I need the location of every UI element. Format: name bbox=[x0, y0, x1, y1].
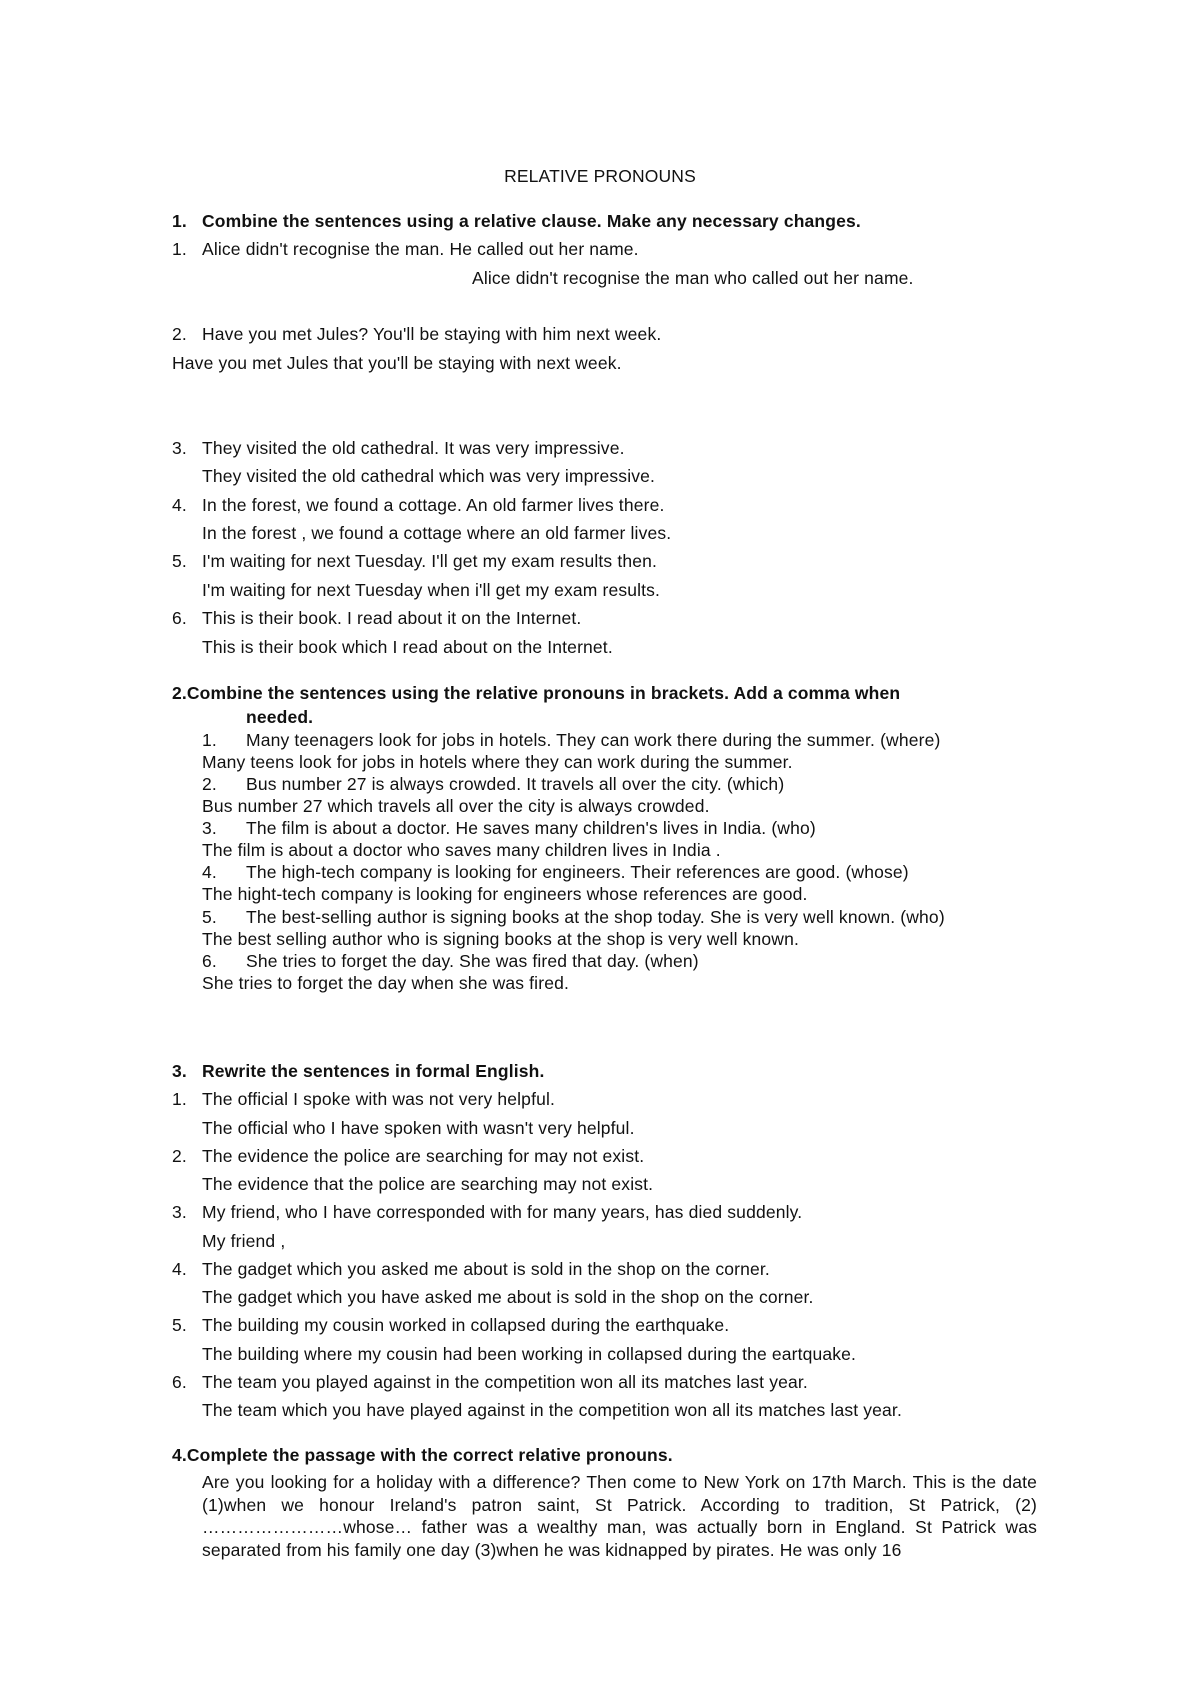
ex4-heading: 4.Complete the passage with the correct relative pronouns. bbox=[172, 1445, 673, 1465]
ex2-item-6-number: 6. bbox=[202, 951, 217, 971]
ex1-item-1-answer: Alice didn't recognise the man who called out her name. bbox=[472, 268, 914, 288]
ex3-item-3-answer: My friend , bbox=[202, 1231, 286, 1251]
ex3-item-1-answer: The official who I have spoken with wasn't very helpful. bbox=[202, 1118, 635, 1138]
ex1-item-4-question: In the forest, we found a cottage. An old farmer lives there. bbox=[202, 495, 665, 515]
ex3-item-1-question: The official I spoke with was not very helpful. bbox=[202, 1089, 556, 1109]
ex3-item-5-answer: The building where my cousin had been working in collapsed during the eartquake. bbox=[202, 1344, 857, 1364]
ex2-item-3-question: The film is about a doctor. He saves many children's lives in India. (who) bbox=[246, 818, 816, 838]
ex2-heading-continued: needed. bbox=[246, 707, 314, 727]
page-title: RELATIVE PRONOUNS bbox=[504, 166, 696, 186]
ex3-item-6-question: The team you played against in the competition won all its matches last year. bbox=[202, 1372, 808, 1392]
ex2-item-1-answer: Many teens look for jobs in hotels where they can work during the summer. bbox=[202, 752, 793, 772]
ex3-item-6-number: 6. bbox=[172, 1372, 187, 1392]
ex3-item-4-number: 4. bbox=[172, 1259, 187, 1279]
ex3-item-2-question: The evidence the police are searching for may not exist. bbox=[202, 1146, 645, 1166]
ex1-item-5-answer: I'm waiting for next Tuesday when i'll get my exam results. bbox=[202, 580, 661, 600]
ex2-item-3-answer: The film is about a doctor who saves many children lives in India . bbox=[202, 840, 721, 860]
ex2-item-5-number: 5. bbox=[202, 907, 217, 927]
ex2-item-4-question: The high-tech company is looking for engineers. Their references are good. (whose) bbox=[246, 862, 909, 882]
ex2-item-5-question: The best-selling author is signing books at the shop today. She is very well known. (who) bbox=[246, 907, 945, 927]
ex3-heading: Rewrite the sentences in formal English. bbox=[202, 1061, 545, 1081]
ex1-item-3-question: They visited the old cathedral. It was very impressive. bbox=[202, 438, 625, 458]
ex1-heading-number: 1. bbox=[172, 211, 187, 231]
ex2-item-3-number: 3. bbox=[202, 818, 217, 838]
ex1-item-1-number: 1. bbox=[172, 239, 187, 259]
ex3-item-4-question: The gadget which you asked me about is sold in the shop on the corner. bbox=[202, 1259, 770, 1279]
ex2-item-6-question: She tries to forget the day. She was fired that day. (when) bbox=[246, 951, 699, 971]
ex2-item-1-number: 1. bbox=[202, 730, 217, 750]
ex1-item-6-question: This is their book. I read about it on the Internet. bbox=[202, 608, 582, 628]
ex2-heading: 2.Combine the sentences using the relative pronouns in brackets. Add a comma when bbox=[172, 683, 901, 703]
ex1-item-2-question: Have you met Jules? You'll be staying with him next week. bbox=[202, 324, 662, 344]
ex3-item-1-number: 1. bbox=[172, 1089, 187, 1109]
ex1-item-2-number: 2. bbox=[172, 324, 187, 344]
ex2-item-2-number: 2. bbox=[202, 774, 217, 794]
ex3-item-4-answer: The gadget which you have asked me about is sold in the shop on the corner. bbox=[202, 1287, 814, 1307]
ex2-item-2-question: Bus number 27 is always crowded. It travels all over the city. (which) bbox=[246, 774, 785, 794]
ex1-item-5-number: 5. bbox=[172, 551, 187, 571]
ex3-item-3-question: My friend, who I have corresponded with for many years, has died suddenly. bbox=[202, 1202, 803, 1222]
ex2-item-5-answer: The best selling author who is signing books at the shop is very well known. bbox=[202, 929, 799, 949]
ex3-item-2-answer: The evidence that the police are searching may not exist. bbox=[202, 1174, 654, 1194]
ex1-item-3-answer: They visited the old cathedral which was very impressive. bbox=[202, 466, 656, 486]
ex1-item-6-answer: This is their book which I read about on the Internet. bbox=[202, 637, 613, 657]
ex2-item-4-answer: The hight-tech company is looking for engineers whose references are good. bbox=[202, 884, 808, 904]
ex1-item-6-number: 6. bbox=[172, 608, 187, 628]
ex1-item-4-answer: In the forest , we found a cottage where an old farmer lives. bbox=[202, 523, 672, 543]
ex1-item-3-number: 3. bbox=[172, 438, 187, 458]
ex3-item-5-number: 5. bbox=[172, 1315, 187, 1335]
ex3-item-2-number: 2. bbox=[172, 1146, 187, 1166]
ex1-heading: Combine the sentences using a relative clause. Make any necessary changes. bbox=[202, 211, 861, 231]
ex3-item-6-answer: The team which you have played against in the competition won all its matches last year. bbox=[202, 1400, 902, 1420]
ex2-item-1-question: Many teenagers look for jobs in hotels. They can work there during the summer. (where) bbox=[246, 730, 941, 750]
ex2-item-6-answer: She tries to forget the day when she was fired. bbox=[202, 973, 569, 993]
ex3-item-3-number: 3. bbox=[172, 1202, 187, 1222]
ex3-item-5-question: The building my cousin worked in collapsed during the earthquake. bbox=[202, 1315, 730, 1335]
ex2-item-2-answer: Bus number 27 which travels all over the city is always crowded. bbox=[202, 796, 710, 816]
ex1-item-2-answer: Have you met Jules that you'll be staying with next week. bbox=[172, 353, 622, 373]
ex3-heading-number: 3. bbox=[172, 1061, 187, 1081]
ex1-item-4-number: 4. bbox=[172, 495, 187, 515]
ex2-item-4-number: 4. bbox=[202, 862, 217, 882]
ex4-passage: Are you looking for a holiday with a difference? Then come to New York on 17th March. This is the date (1)when we honour Ireland's patron saint, St Patrick. According to tradition, St Patrick, (2) ……………………whose… father was a wealthy man, was actually born in England. St Patrick was separated from his family one day (3)when he was kidnapped by pirates. He was only 16 bbox=[202, 1472, 1037, 1560]
ex1-item-1-question: Alice didn't recognise the man. He called out her name. bbox=[202, 239, 639, 259]
ex1-item-5-question: I'm waiting for next Tuesday. I'll get my exam results then. bbox=[202, 551, 657, 571]
